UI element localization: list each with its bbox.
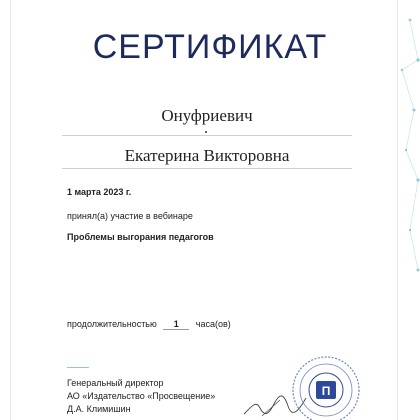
participation-text: принял(а) участие в вебинаре — [67, 211, 193, 221]
webinar-title: Проблемы выгорания педагогов — [67, 232, 214, 242]
stamp-emblem: П — [321, 384, 331, 398]
footer-accent-line — [67, 367, 89, 368]
first-names-rule — [62, 168, 352, 169]
separator-dot — [205, 131, 207, 133]
publisher-stamp-icon — [290, 354, 362, 420]
duration-row — [67, 319, 231, 330]
duration-label: продолжительностью — [67, 319, 157, 329]
certificate-title: СЕРТИФИКАТ — [92, 28, 328, 66]
recipient-first-names: Екатерина Викторовна — [124, 146, 290, 165]
event-date: 1 марта 2023 г. — [67, 187, 132, 197]
recipient-last-name: Онуфриевич — [161, 106, 253, 125]
last-name-rule — [62, 135, 352, 136]
signatory-position: Генеральный директор — [67, 378, 164, 388]
signatory-organization: АО «Издательство «Просвещение» — [67, 391, 216, 401]
signatory-name: Д.А. Климишин — [67, 404, 131, 414]
duration-unit: часа(ов) — [195, 319, 231, 329]
duration-value: 1 — [163, 319, 189, 330]
